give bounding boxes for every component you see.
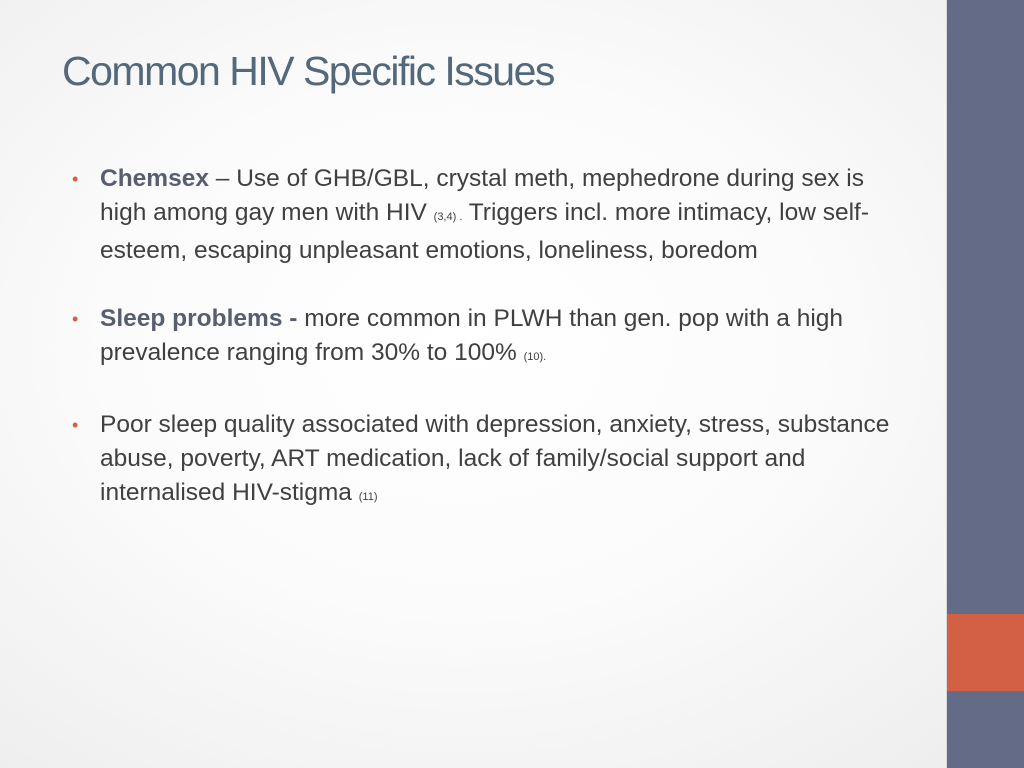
bullet-chemsex	[72, 162, 912, 268]
bullet-list	[72, 162, 912, 514]
bullet-text: more common in PLWH than gen. pop with a high prevalence ranging from 30% to 100%	[100, 305, 844, 366]
bullet-text: Poor sleep quality associated with depression, anxiety, stress, substance abuse, poverty, ART medication, lack of family/social support and internalised HIV-stigma	[100, 411, 890, 506]
bullet-poor-sleep-quality	[72, 408, 912, 514]
side-accent-block	[947, 614, 1024, 691]
citation: (10).	[523, 351, 547, 363]
bullet-dot-icon: •	[72, 309, 79, 329]
bullet-dot-icon: •	[72, 415, 79, 435]
bullet-text-continued: Triggers incl. more intimacy, low self-esteem, escaping unpleasant emotions, loneliness, boredom	[100, 199, 870, 264]
bullet-sleep-problems	[72, 302, 912, 374]
bullet-separator: –	[208, 165, 237, 192]
slide-title: Common HIV Specific Issues	[62, 48, 554, 94]
bullet-term: Sleep problems -	[100, 305, 298, 332]
bullet-dot-icon: •	[72, 169, 79, 189]
citation: (11)	[358, 491, 378, 503]
bullet-text: Use of GHB/GBL, crystal meth, mephedrone during sex is high among gay men with HIV	[100, 165, 864, 226]
bullet-term: Chemsex	[100, 165, 209, 192]
citation: (3,4) .	[433, 211, 463, 223]
